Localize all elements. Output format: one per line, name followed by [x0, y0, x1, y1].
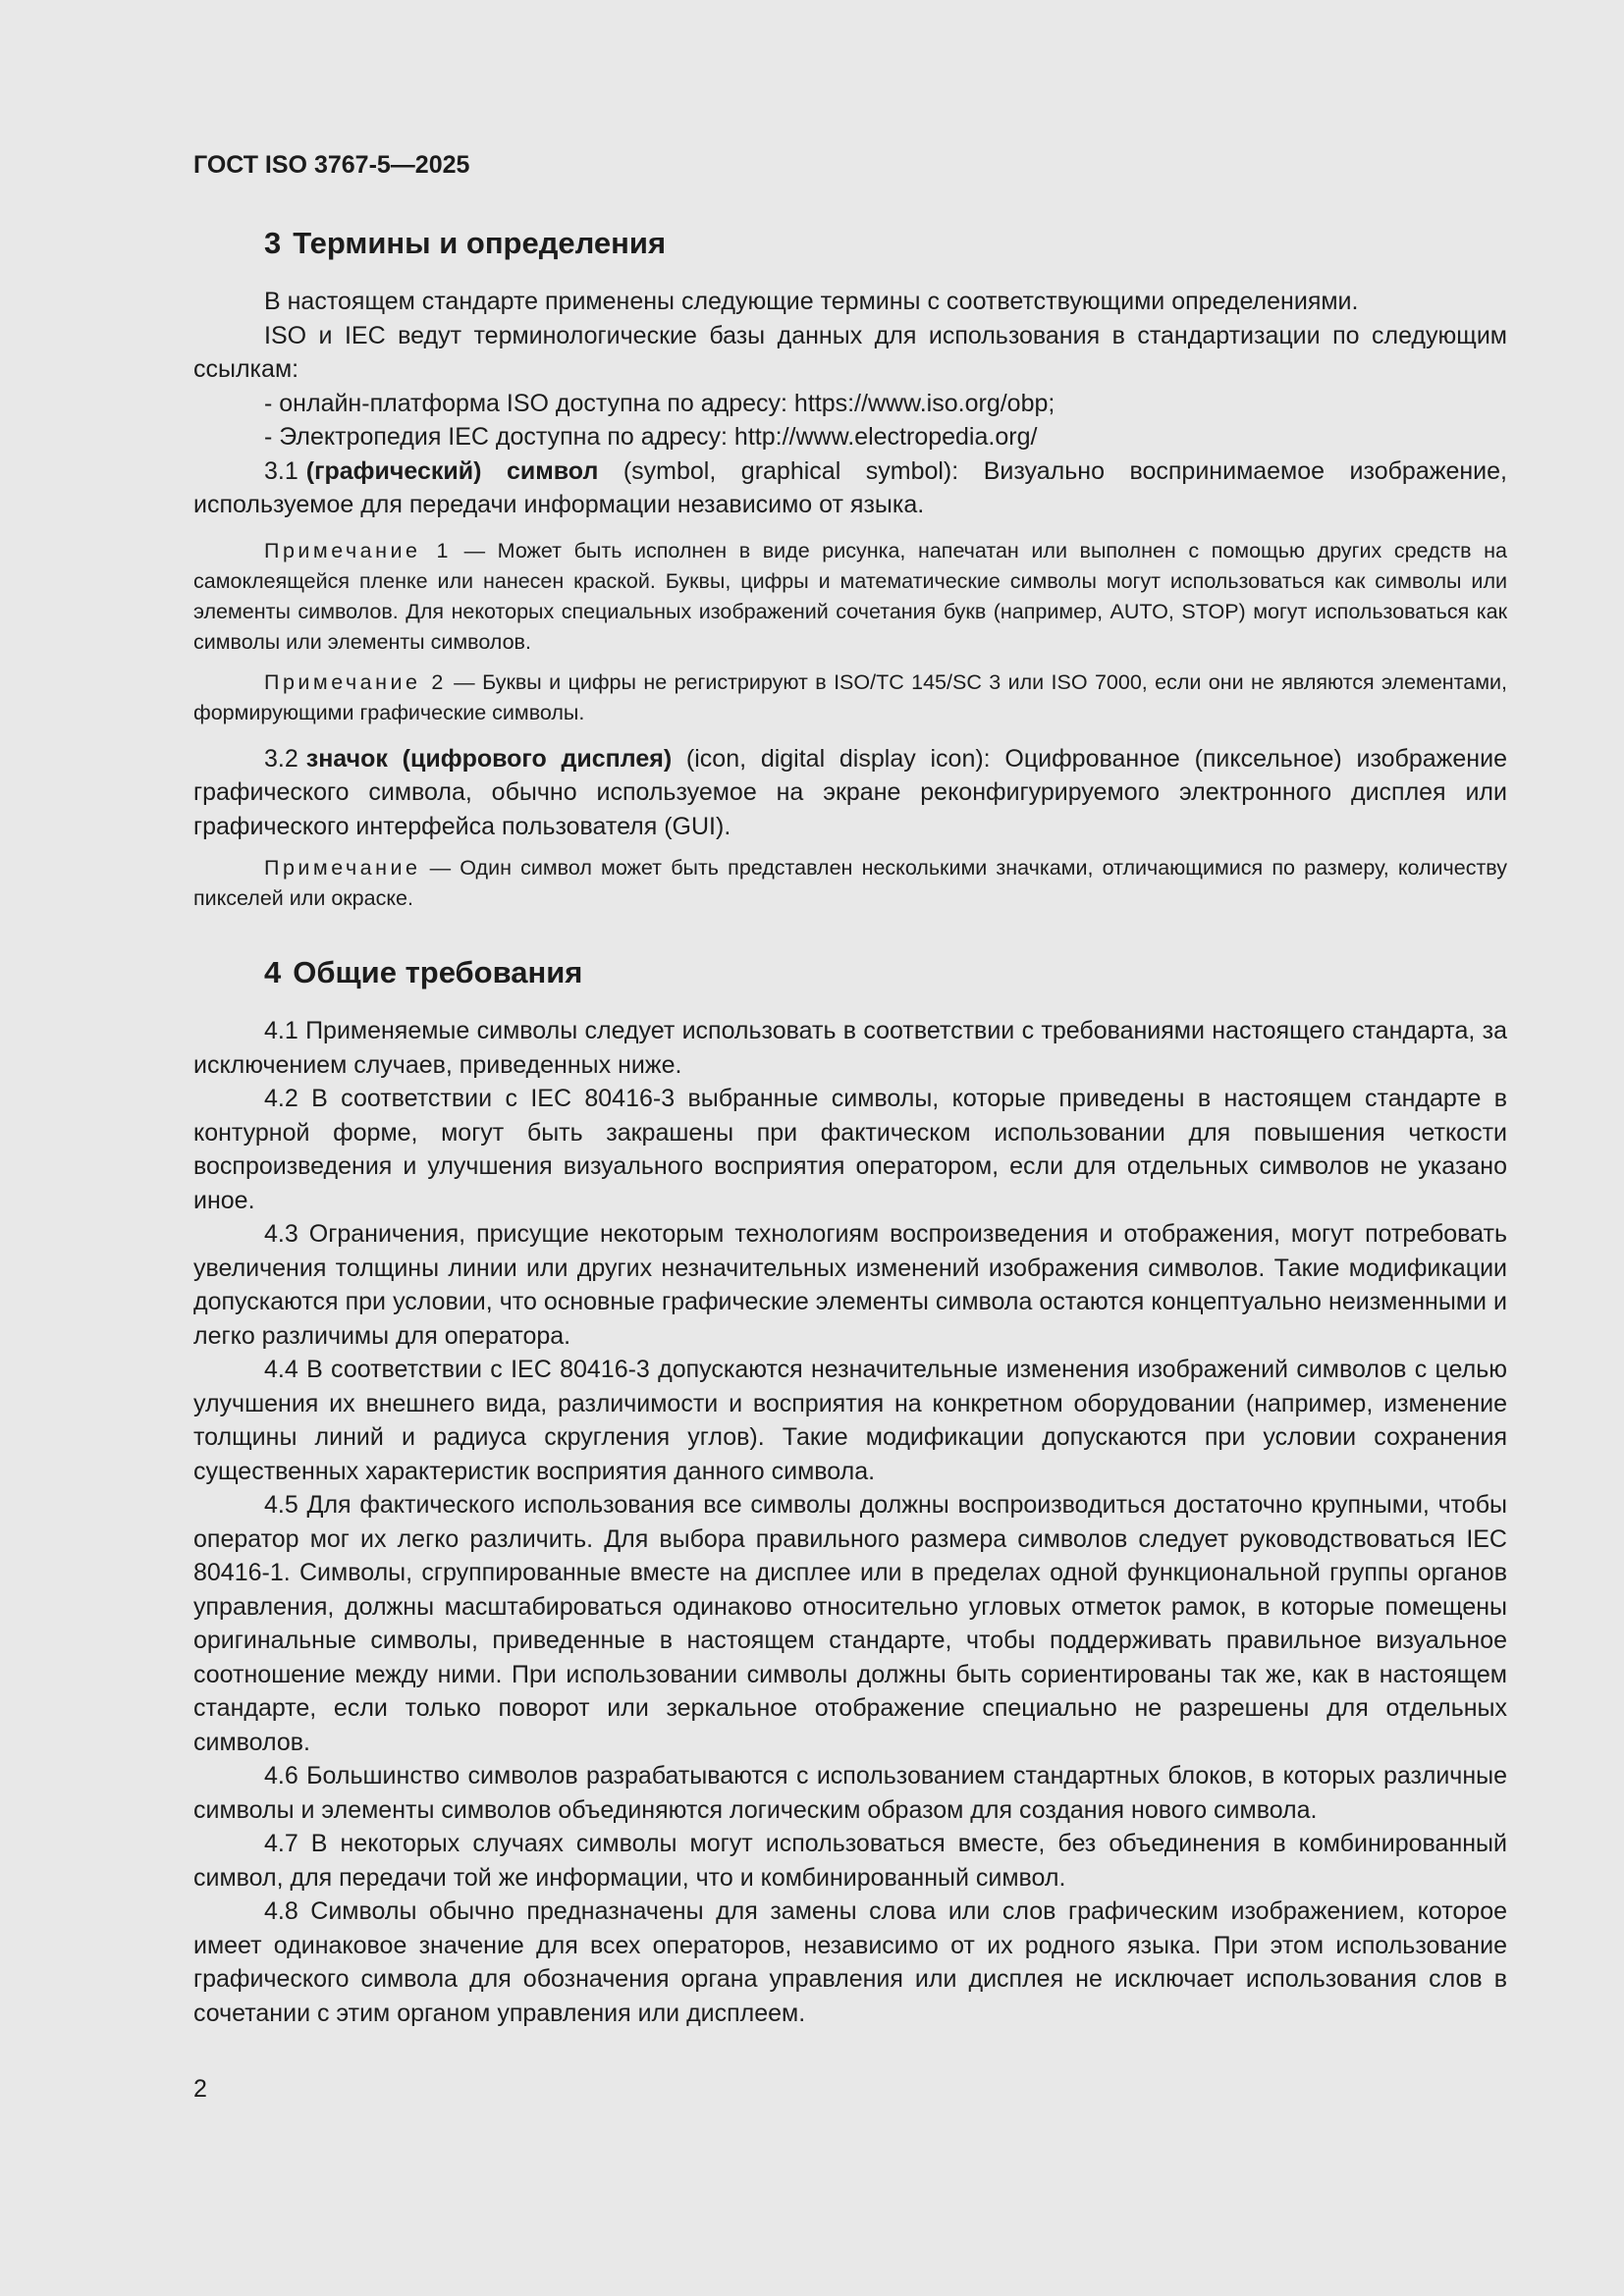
term-number: 3.2 — [264, 744, 298, 773]
note-text: — Буквы и цифры не регистрируют в ISO/TC 145/SC 3 или ISO 7000, если они не являются элементами, формирующими графические символы. — [193, 669, 1507, 724]
note-3-2 — [193, 853, 1507, 914]
section-title: Термины и определения — [293, 226, 667, 260]
clause-4-2: 4.2 В соответствии с IEC 80416-3 выбранные символы, которые приведены в настоящем стандарте в контурной форме, могут быть закрашены при фактическом использовании для повышения четкости воспроизведения и улучшения визуального восприятия оператором, если для отдельных символов не указано иное. — [193, 1085, 1507, 1214]
term-definition: (icon, digital display icon): Оцифрованное (пиксельное) изображение графического символа, обычно используемое на экране реконфигурируемого электронного дисплея или графического интерфейса пользователя (GUI). — [193, 744, 1507, 840]
clause-4-8: 4.8 Символы обычно предназначены для замены слова или слов графическим изображением, которое имеет одинаковое значение для всех операторов, независимо от их родного языка. При этом использование графического символа для обозначения органа управления или дисплея не исключает использования слов в сочетании с этим органом управления или дисплеем. — [193, 1897, 1507, 2027]
clause-4-4: 4.4 В соответствии с IEC 80416-3 допускаются незначительные изменения изображений символов с целью улучшения их внешнего вида, различимости и восприятия на конкретном оборудовании (например, изменение толщины линий и радиуса скругления углов). Такие модификации допускаются при условии сохранения существенных характеристик восприятия данного символа. — [193, 1356, 1507, 1485]
clause-4-7: 4.7 В некоторых случаях символы могут использоваться вместе, без объединения в комбинированный символ, для передачи той же информации, что и комбинированный символ. — [193, 1830, 1507, 1892]
page-number: 2 — [193, 2075, 207, 2103]
clause-4-1: 4.1 Применяемые символы следует использовать в соответствии с требованиями настоящего стандарта, за исключением случаев, приведенных ниже. — [193, 1017, 1507, 1079]
term-3-1 — [193, 454, 1507, 522]
note-3-1-2 — [193, 667, 1507, 728]
note-label: Примечание 2 — [264, 669, 447, 694]
note-label: Примечание 1 — [264, 538, 452, 562]
section-number: 3 — [264, 226, 282, 260]
term-definition: (symbol, graphical symbol): Визуально воспринимаемое изображение, используемое для передачи информации независимо от языка. — [193, 456, 1507, 518]
note-text: — Может быть исполнен в виде рисунка, напечатан или выполнен с помощью других средств на самоклеящейся пленке или нанесен краской. Буквы, цифры и математические символы могут использоваться как символы или элементы символов. Для некоторых специальных изображений сочетания букв (например, AUTO, STOP) могут использоваться как символы или элементы символов. — [193, 538, 1508, 654]
section-3-heading — [193, 224, 1507, 263]
iso-obp-link-item: - онлайн-платформа ISO доступна по адресу: https://www.iso.org/obp; — [264, 389, 1056, 417]
term-name: значок (цифрового дисплея) — [305, 744, 673, 773]
term-number: 3.1 — [264, 456, 298, 485]
iec-electropedia-link-item: - Электропедия IEC доступна по адресу: http://www.electropedia.org/ — [264, 423, 1038, 451]
document-page — [193, 137, 1507, 2030]
note-3-1-1 — [193, 536, 1507, 658]
section-4-heading — [193, 953, 1507, 992]
term-3-2 — [193, 742, 1507, 844]
clause-4-5: 4.5 Для фактического использования все символы должны воспроизводиться достаточно крупными, чтобы оператор мог их легко различить. Для выбора правильного размера символов следует руководствоваться IEC 80416-1. Символы, сгруппированные вместе на дисплее или в пределах одной функциональной группы органов управления, должны масштабироваться одинаково относительно угловых отметок рамок, в которые помещены оригинальные символы, приведенные в настоящем стандарте, чтобы поддерживать правильное визуальное соотношение между ними. При использовании символы должны быть сориентированы так же, как в настоящем стандарте, если только поворот или зеркальное отображение специально не разрешены для отдельных символов. — [193, 1491, 1507, 1756]
term-name: (графический) символ — [305, 456, 599, 485]
note-text: — Один символ может быть представлен несколькими значками, отличающимися по размеру, количеству пикселей или окраске. — [193, 856, 1507, 910]
section-number: 4 — [264, 955, 282, 989]
section-title: Общие требования — [293, 955, 583, 989]
section-3-iso-iec-paragraph: ISO и IEC ведут терминологические базы данных для использования в стандартизации по следующим ссылкам: — [193, 321, 1507, 383]
section-3-intro: В настоящем стандарте применены следующие термины с соответствующими определениями. — [264, 288, 1359, 315]
document-code-header: ГОСТ ISO 3767-5—2025 — [193, 151, 470, 179]
clause-4-6: 4.6 Большинство символов разрабатываются с использованием стандартных блоков, в которых различные символы и элементы символов объединяются логическим образом для создания нового символа. — [193, 1762, 1507, 1824]
clause-4-3: 4.3 Ограничения, присущие некоторым технологиям воспроизведения и отображения, могут потребовать увеличения толщины линии или других незначительных изменений изображения символов. Такие модификации допускаются при условии, что основные графические элементы символа остаются концептуально неизменными и легко различимы для оператора. — [193, 1220, 1507, 1350]
note-label: Примечание — [264, 856, 421, 880]
